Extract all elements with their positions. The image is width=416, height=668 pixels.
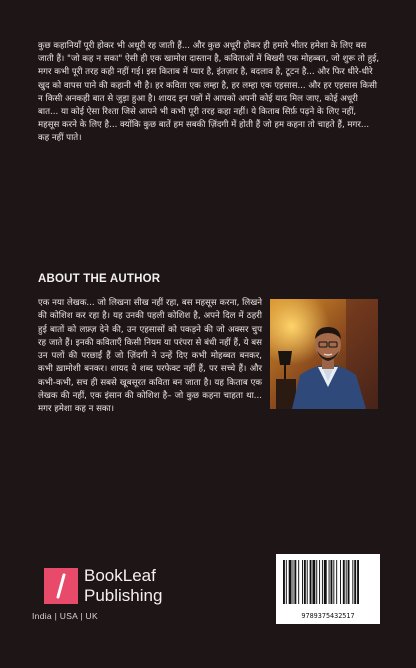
barcode-bar — [322, 560, 323, 604]
barcode-bar — [289, 560, 292, 604]
barcode-bar — [343, 560, 345, 604]
publisher-regions: India | USA | UK — [32, 611, 98, 621]
barcode-bar — [286, 560, 287, 604]
barcode-bar — [294, 560, 296, 604]
barcode-bar — [340, 560, 341, 604]
barcode-bar — [324, 560, 327, 604]
isbn-barcode — [276, 554, 380, 624]
barcode-bar — [352, 560, 353, 604]
author-portrait-image — [270, 299, 378, 409]
barcode-bar — [331, 560, 333, 604]
barcode-bar — [329, 560, 330, 604]
barcode-bar — [298, 560, 299, 604]
barcode-bar — [319, 560, 320, 604]
book-blurb: कुछ कहानियाँ पूरी होकर भी अधूरी रह जाती हैं... और कुछ अधूरी होकर ही हमारे भीतर हमेशा के लिए बस जाती हैं। "जो कह न सका" ऐसी ही एक खामोश दास्तान है, कविताओं में बिखरी एक मोहब्बत, जो शुरू तो हुई, मगर कभी पूरी तरह कही नहीं गई। इस किताब में प्यार है, इंतज़ार है, बदलाव है, टूटन है... और फिर धीरे-धीरे खुद को वापस पाने की कहानी भी है। हर कविता एक लम्हा है, हर लम्हा एक एहसास... और हर एहसास किसी न किसी अनकही बात से जुड़ा हुआ है। शायद इन पन्नों में आपको अपनी कोई याद मिल जाए, कोई अधूरी बात... या कोई ऐसा रिश्ता जिसे आपने भी कभी पूरी तरह कहा नहीं। ये किताब सिर्फ़ पढ़ने के लिए नहीं, महसूस करने के लिए है... क्योंकि कुछ बातें हम सबकी ज़िंदगी में होती हैं जो हम कहना तो चाहते हैं, मगर... कह नहीं पाते। — [38, 41, 380, 144]
barcode-bar — [283, 560, 285, 604]
slash-logo-icon — [44, 568, 78, 604]
barcode-bar — [316, 560, 317, 604]
barcode-bar — [293, 560, 294, 604]
author-photo — [270, 299, 378, 409]
barcode-bar — [304, 560, 306, 604]
barcode-bar — [354, 560, 356, 604]
about-author-heading: ABOUT THE AUTHOR — [38, 273, 161, 285]
barcode-bar — [357, 560, 359, 604]
barcode-bar — [346, 560, 347, 604]
barcode-bar — [333, 560, 334, 604]
publisher-name-line2: Publishing — [84, 586, 163, 605]
barcode-bar — [336, 560, 337, 604]
barcode-bar — [302, 560, 303, 604]
barcode-bar — [307, 560, 308, 604]
author-bio: एक नया लेखक... जो लिखना सीख नहीं रहा, बस महसूस करना, लिखने की कोशिश कर रहा है। यह उनकी पहली कोशिश है, अपने दिल में ठहरी हुई बातों को लफ़्ज़ देने की, उन एहसासों को पकड़ने की जो अक्सर चुप रह जाते हैं। इनकी कविताएँ किसी नियम या परंपरा से बंधी नहीं हैं, ये बस उन पलों की परछाईं हैं जो ज़िंदगी ने उन्हें दिए कभी मोहब्बत बनकर, कभी ख़ामोशी बनकर। शायद ये शब्द परफेक्ट नहीं हैं, पर सच्चे हैं। और कभी-कभी, सच ही सबसे खूबसूरत कविता बन जाता है। यह किताब एक लेखक की नहीं, एक इंसान की कोशिश है– जो कुछ कहना चाहता था... मगर हमेशा कह न सका। — [38, 298, 262, 415]
isbn-number: 9789375432517 — [301, 612, 355, 620]
publisher-name-line1: BookLeaf — [84, 566, 156, 585]
barcode-icon — [276, 554, 380, 610]
barcode-bar — [312, 560, 315, 604]
barcode-bar — [348, 560, 350, 604]
barcode-bar — [310, 560, 312, 604]
